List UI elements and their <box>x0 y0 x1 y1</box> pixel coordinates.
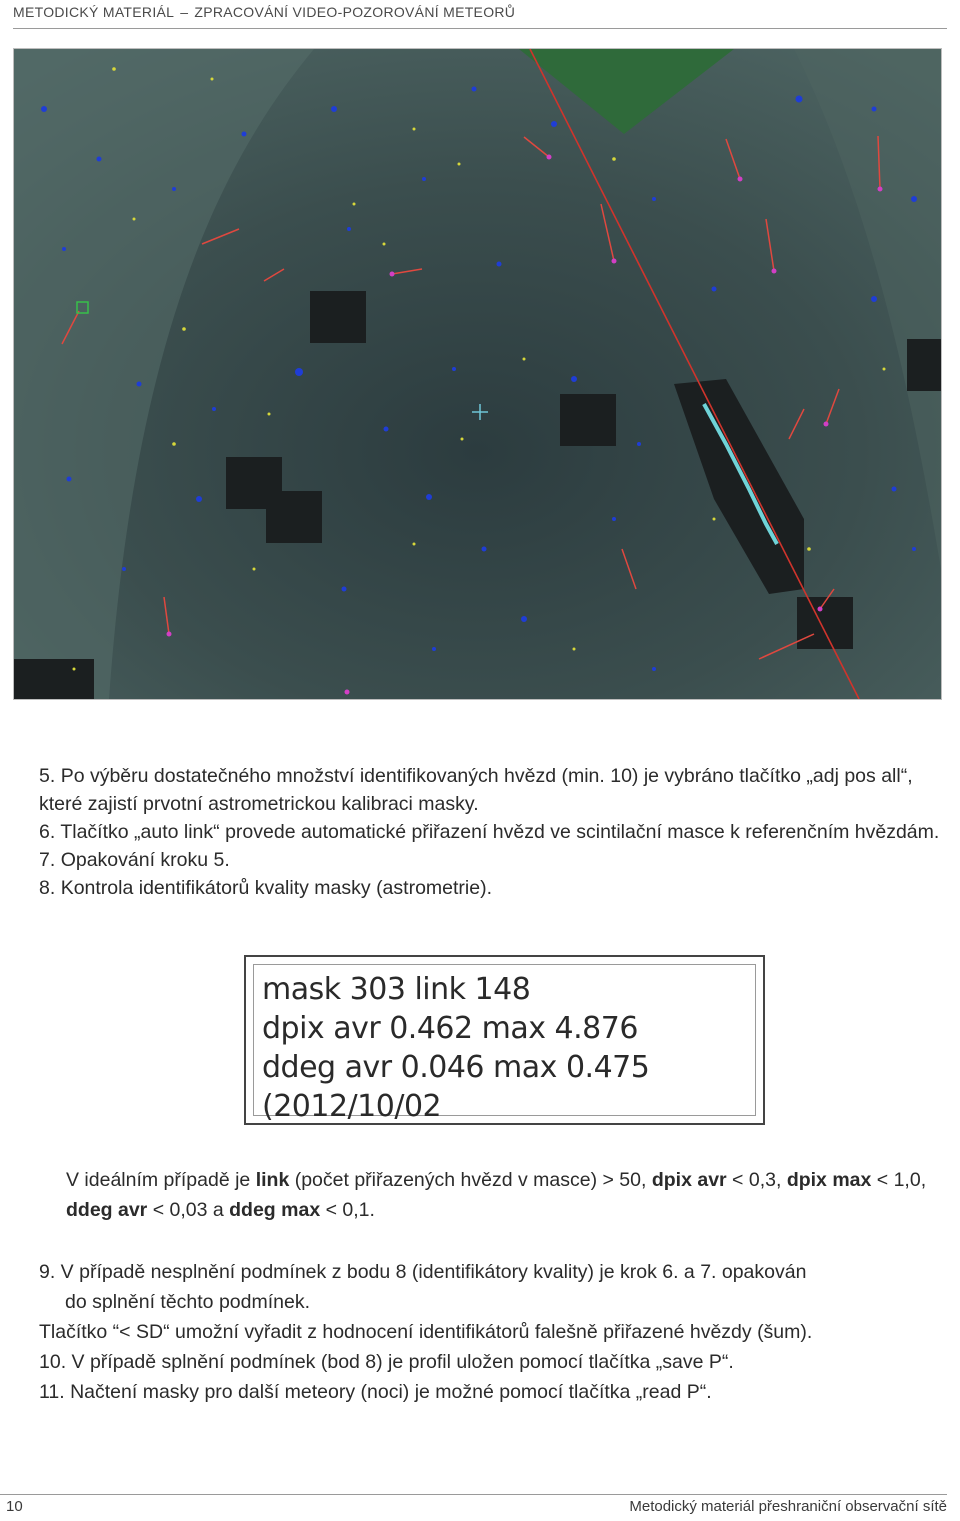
page-footer <box>0 1494 947 1519</box>
term-ddeg-max: ddeg max <box>229 1199 321 1221</box>
step-sd-note: Tlačítko “< SD“ umožní vyřadit z hodnocení identifikátorů falešně přiřazené hvězdy (šum). <box>39 1321 813 1343</box>
star-mask-screenshot <box>13 48 942 700</box>
term-dpix-avr: dpix avr <box>651 1169 727 1191</box>
header-separator: – <box>180 4 189 20</box>
ideal-conditions-paragraph: V ideálním případě je link (počet přiřazených hvězd v masce) > 50, dpix avr < 0,3, dpix max < 1,0, ddeg avr < 0,03 a ddeg max < 0,1. <box>66 1169 927 1221</box>
list-item: 7. Opakování kroku 5. <box>39 849 230 871</box>
running-header <box>13 4 947 29</box>
list-item: 5. Po výběru dostatečného množství identifikovaných hvězd (min. 10) je vybráno tlačítko „adj pos all“, které zajistí prvotní astrometrickou kalibraci masky. <box>39 765 913 815</box>
term-link: link <box>255 1169 290 1191</box>
header-right: ZPRACOVÁNÍ VIDEO-POZOROVÁNÍ METEORŮ <box>194 4 516 20</box>
steps-list <box>39 1257 957 1407</box>
quality-indicators-inner <box>253 964 756 1124</box>
step-11: 11. Načtení masky pro další meteory (noci) je možné pomocí tlačítka „read P“. <box>39 1381 712 1403</box>
star-field-image <box>14 49 941 699</box>
list-item: 8. Kontrola identifikátorů kvality masky (astrometrie). <box>39 877 493 899</box>
list-item: 6. Tlačítko „auto link“ provede automatické přiřazení hvězd ve scintilační masce k referenčním hvězdám. <box>39 821 940 843</box>
step-10: 10. V případě splnění podmínek (bod 8) je profil uložen pomocí tlačítka „save P“. <box>39 1351 734 1373</box>
header-left: METODICKÝ MATERIÁL <box>13 4 175 20</box>
step-9-continued: do splnění těchto podmínek. <box>65 1291 310 1313</box>
quality-indicators-panel <box>244 955 765 1125</box>
quality-line-ddeg: ddeg avr 0.046 max 0.475 <box>262 1050 650 1085</box>
intro-list <box>39 762 955 902</box>
page-number: 10 <box>6 1498 23 1515</box>
publication-title: Metodický materiál přeshraniční observační sítě <box>629 1498 947 1515</box>
term-ddeg-avr: ddeg avr <box>66 1199 148 1221</box>
quality-line-mask-link: mask 303 link 148 <box>262 972 531 1007</box>
term-dpix-max: dpix max <box>786 1169 872 1191</box>
quality-line-dpix: dpix avr 0.462 max 4.876 <box>262 1011 638 1046</box>
step-9: 9. V případě nesplnění podmínek z bodu 8 (identifikátory kvality) je krok 6. a 7. opakován <box>39 1261 807 1283</box>
quality-line-date: (2012/10/02 <box>262 1089 442 1124</box>
